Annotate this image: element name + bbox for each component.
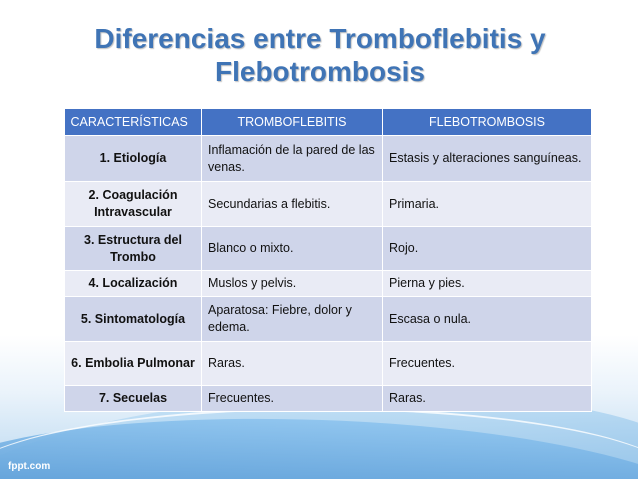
row-flebotrombosis: Primaria. [383, 182, 592, 227]
row-tromboflebitis: Aparatosa: Fiebre, dolor y edema. [202, 297, 383, 342]
row-feature: 6. Embolia Pulmonar [65, 342, 202, 386]
title-line-1: Diferencias entre Tromboflebitis y [94, 23, 546, 54]
table-row [65, 342, 592, 386]
row-feature: 4. Localización [65, 271, 202, 297]
table-header-row [65, 109, 592, 136]
table-row [65, 227, 592, 271]
table-row [65, 136, 592, 182]
row-flebotrombosis: Escasa o nula. [383, 297, 592, 342]
row-feature: 3. Estructura del Trombo [65, 227, 202, 271]
fppt-logo: fppt.com [8, 461, 51, 472]
header-caracteristicas: CARACTERÍSTICAS [65, 109, 202, 136]
row-tromboflebitis: Secundarias a flebitis. [202, 182, 383, 227]
table-row [65, 297, 592, 342]
row-feature: 2. Coagulación Intravascular [65, 182, 202, 227]
row-tromboflebitis: Raras. [202, 342, 383, 386]
row-feature: 5. Sintomatología [65, 297, 202, 342]
table-row [65, 182, 592, 227]
row-feature: 1. Etiología [65, 136, 202, 182]
header-flebotrombosis: FLEBOTROMBOSIS [383, 109, 592, 136]
row-flebotrombosis: Raras. [383, 386, 592, 412]
row-tromboflebitis: Frecuentes. [202, 386, 383, 412]
row-flebotrombosis: Frecuentes. [383, 342, 592, 386]
row-tromboflebitis: Muslos y pelvis. [202, 271, 383, 297]
row-tromboflebitis: Inflamación de la pared de las venas. [202, 136, 383, 182]
title-line-2: Flebotrombosis [214, 56, 425, 87]
table-row [65, 386, 592, 412]
header-tromboflebitis: TROMBOFLEBITIS [202, 109, 383, 136]
row-flebotrombosis: Estasis y alteraciones sanguíneas. [383, 136, 592, 182]
row-flebotrombosis: Pierna y pies. [383, 271, 592, 297]
slide-title [40, 22, 600, 88]
row-feature: 7. Secuelas [65, 386, 202, 412]
table-row [65, 271, 592, 297]
row-tromboflebitis: Blanco o mixto. [202, 227, 383, 271]
comparison-table [64, 109, 592, 412]
row-flebotrombosis: Rojo. [383, 227, 592, 271]
